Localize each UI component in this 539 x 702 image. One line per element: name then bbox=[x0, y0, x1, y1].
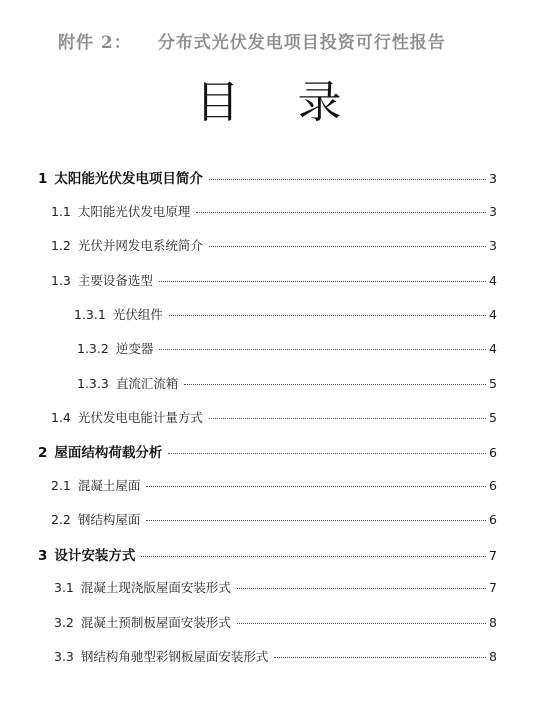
toc-label: 设计安装方式 bbox=[54, 548, 136, 564]
toc-leader bbox=[159, 349, 486, 350]
toc-page-number: 7 bbox=[489, 548, 497, 563]
toc-leader bbox=[168, 453, 486, 454]
toc-page-number: 8 bbox=[489, 649, 497, 664]
toc-page-number: 4 bbox=[489, 341, 497, 356]
toc-entry[interactable] bbox=[51, 510, 497, 528]
toc-entry[interactable] bbox=[51, 236, 497, 254]
toc-entry[interactable] bbox=[77, 339, 497, 357]
toc-leader bbox=[209, 246, 486, 247]
toc-label: 逆变器 bbox=[115, 341, 154, 356]
toc-page-number: 3 bbox=[489, 204, 497, 219]
attachment-label: 附件 2： bbox=[58, 33, 132, 53]
toc-number: 3 bbox=[38, 548, 48, 564]
toc-leader bbox=[146, 486, 486, 487]
toc-number: 2 bbox=[38, 445, 48, 461]
toc-label: 钢结构屋面 bbox=[77, 512, 141, 527]
toc-page-number: 6 bbox=[489, 478, 497, 493]
toc-leader bbox=[159, 281, 486, 282]
toc-page-number: 6 bbox=[489, 445, 497, 460]
toc-leader bbox=[209, 418, 486, 419]
toc-leader bbox=[184, 384, 486, 385]
toc-page-number: 4 bbox=[489, 273, 497, 288]
toc-page-number: 6 bbox=[489, 512, 497, 527]
toc-entry[interactable] bbox=[77, 374, 497, 392]
toc-entry[interactable] bbox=[51, 408, 497, 426]
toc-label: 光伏并网发电系统简介 bbox=[77, 238, 203, 253]
toc-leader bbox=[237, 623, 486, 624]
document-header bbox=[58, 28, 446, 53]
toc-label: 太阳能光伏发电原理 bbox=[77, 204, 191, 219]
toc-entry[interactable] bbox=[54, 647, 497, 665]
toc-page-number: 5 bbox=[489, 410, 497, 425]
toc-page-number: 3 bbox=[489, 171, 497, 186]
toc-label: 太阳能光伏发电项目简介 bbox=[54, 171, 203, 187]
toc-number: 1.3.2 bbox=[77, 341, 109, 356]
toc-entry[interactable] bbox=[74, 305, 497, 323]
toc-label: 主要设备选型 bbox=[77, 273, 153, 288]
toc-number: 1 bbox=[38, 171, 48, 187]
toc-entry[interactable] bbox=[51, 202, 497, 220]
toc-leader bbox=[169, 315, 486, 316]
toc-label: 混凝土预制板屋面安装形式 bbox=[80, 615, 231, 630]
toc-leader bbox=[237, 588, 486, 589]
toc-page-number: 8 bbox=[489, 615, 497, 630]
toc-label: 光伏组件 bbox=[112, 307, 163, 322]
page-title-char-1: 目 bbox=[195, 77, 242, 128]
toc-label: 直流汇流箱 bbox=[115, 376, 179, 391]
toc-label: 钢结构角驰型彩钢板屋面安装形式 bbox=[80, 649, 269, 664]
toc-number: 1.2 bbox=[51, 238, 71, 253]
toc-number: 2.2 bbox=[51, 512, 71, 527]
page-title bbox=[0, 66, 539, 130]
toc-label: 屋面结构荷载分析 bbox=[54, 445, 163, 461]
toc-number: 1.3 bbox=[51, 273, 71, 288]
toc-leader bbox=[274, 657, 486, 658]
toc-leader bbox=[196, 212, 486, 213]
toc-entry[interactable] bbox=[51, 271, 497, 289]
toc-leader bbox=[209, 179, 486, 180]
report-title: 分布式光伏发电项目投资可行性报告 bbox=[157, 33, 446, 53]
toc-number: 1.3.1 bbox=[74, 307, 106, 322]
toc-number: 1.1 bbox=[51, 204, 71, 219]
toc-number: 1.4 bbox=[51, 410, 71, 425]
toc-number: 3.1 bbox=[54, 580, 74, 595]
toc-number: 3.3 bbox=[54, 649, 74, 664]
toc-page-number: 7 bbox=[489, 580, 497, 595]
toc-leader bbox=[146, 520, 486, 521]
toc-number: 2.1 bbox=[51, 478, 71, 493]
toc-number: 1.3.3 bbox=[77, 376, 109, 391]
toc-entry[interactable] bbox=[38, 441, 497, 461]
toc-page-number: 4 bbox=[489, 307, 497, 322]
toc-entry[interactable] bbox=[54, 578, 497, 596]
toc-label: 光伏发电电能计量方式 bbox=[77, 410, 203, 425]
toc-page-number: 5 bbox=[489, 376, 497, 391]
page-title-char-2: 录 bbox=[297, 77, 344, 128]
toc-label: 混凝土屋面 bbox=[77, 478, 141, 493]
toc-leader bbox=[141, 556, 486, 557]
toc-label: 混凝土现浇版屋面安装形式 bbox=[80, 580, 231, 595]
toc-entry[interactable] bbox=[54, 613, 497, 631]
toc-entry[interactable] bbox=[51, 476, 497, 494]
toc-entry[interactable] bbox=[38, 167, 497, 187]
toc-page-number: 3 bbox=[489, 238, 497, 253]
toc-number: 3.2 bbox=[54, 615, 74, 630]
toc-entry[interactable] bbox=[38, 544, 497, 564]
